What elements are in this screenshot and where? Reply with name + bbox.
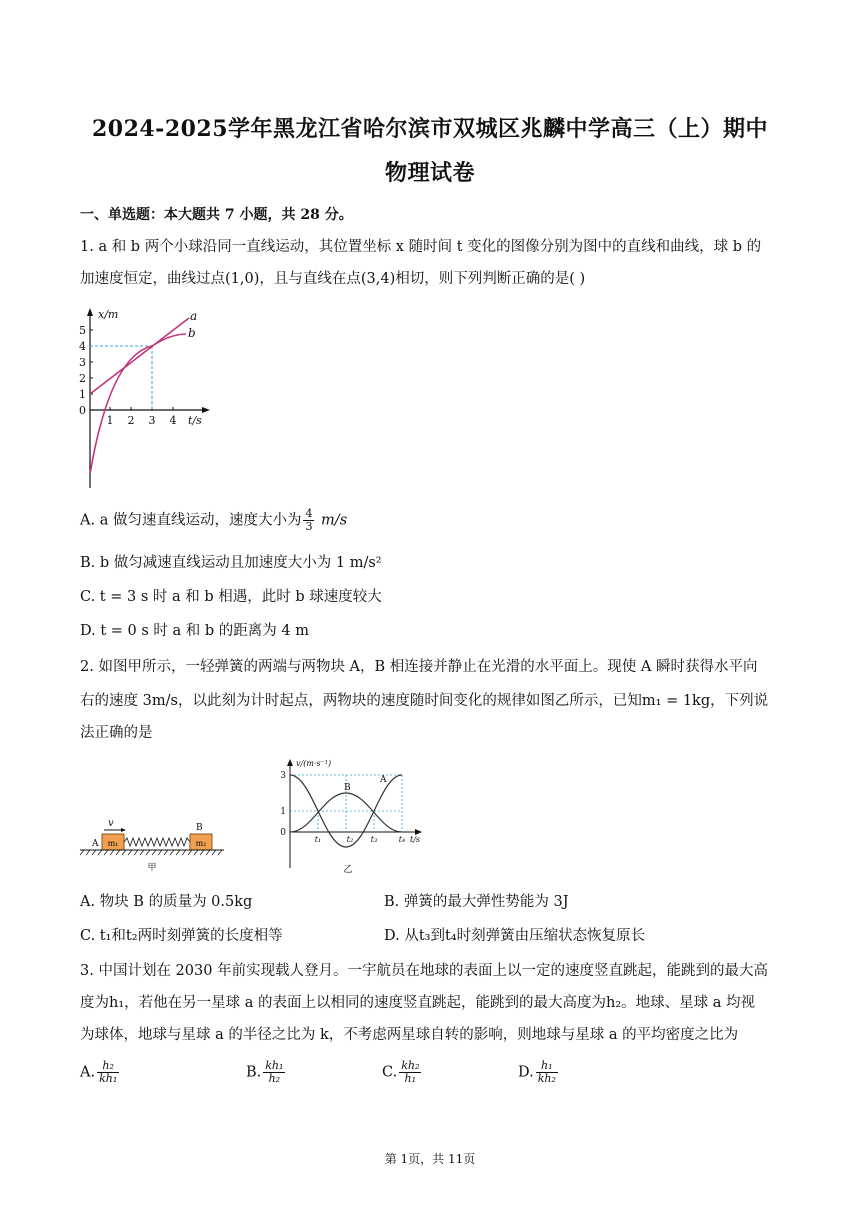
q2-yi-xtick-t2: t₂ — [346, 835, 354, 844]
q1-stem-line1: 1. a 和 b 两个小球沿同一直线运动，其位置坐标 x 随时间 t 变化的图像分别为图中的直线和曲线，球 b 的 — [80, 239, 762, 255]
q1-y-axis-label: x/m — [98, 308, 119, 321]
q3-option-b[interactable] — [246, 1060, 287, 1085]
q2-spring — [124, 838, 190, 846]
q2-block-b-label: B — [196, 823, 203, 833]
q3-stem-line3: 为球体，地球与星球 a 的半径之比为 k，不考虑两星球自转的影响，则地球与星球 a 的平均密度之比为 — [80, 1027, 739, 1043]
q2-option-d[interactable]: D. 从t₃到t₄时刻弹簧由压缩状态恢复原长 — [384, 928, 646, 944]
q1-curve-b — [90, 334, 186, 474]
q2-caption-yi: 乙 — [343, 865, 353, 875]
q2-caption-jia: 甲 — [147, 863, 157, 873]
q1-option-a-text: A. a 做匀速直线运动，速度大小为 — [80, 512, 302, 529]
q3-option-a-numerator: h₂ — [97, 1060, 119, 1073]
q1-xtick-4: 4 — [169, 414, 177, 427]
q2-yi-ytick-1: 1 — [280, 807, 286, 817]
q3-option-d-denominator: kh₂ — [537, 1072, 556, 1085]
q3-option-c-denominator: h₁ — [404, 1072, 417, 1085]
q3-option-d[interactable] — [518, 1060, 560, 1085]
q1-x-axis-label: t/s — [188, 414, 202, 427]
q1-option-a[interactable] — [80, 508, 347, 533]
q1-xtick-3: 3 — [148, 414, 156, 427]
q1-line-a — [90, 318, 189, 394]
q2-yi-xtick-t4: t₄ — [398, 835, 406, 844]
q2-figure-yi — [272, 756, 432, 878]
q3-option-a-denominator: kh₁ — [99, 1072, 118, 1085]
q3-stem-line2: 度为h₁，若他在另一星球 a 的表面上以相同的速度竖直跳起，能跳到的最大高度为h₂。地球、星球 a 均视 — [80, 995, 756, 1011]
q3-option-d-label: D. — [518, 1064, 534, 1081]
exam-title-line1: 2024-2025学年黑龙江省哈尔滨市双城区兆麟中学高三（上）期中 — [91, 116, 769, 142]
q3-stem-line1: 3. 中国计划在 2030 年前实现载人登月。一宇航员在地球的表面上以一定的速度竖直跳起，能跳到的最大高 — [80, 963, 769, 979]
q2-m1-label: m₁ — [107, 839, 119, 848]
q1-label-a: a — [190, 309, 198, 323]
q2-yi-ytick-3: 3 — [280, 771, 286, 781]
q1-ytick-3: 3 — [79, 356, 86, 369]
q2-block-a-label: A — [92, 839, 99, 849]
q2-m2-label: m₂ — [195, 839, 207, 848]
q2-figure-jia — [78, 814, 228, 874]
q3-option-c-fraction — [399, 1060, 421, 1085]
q1-stem-line2: 加速度恒定，曲线过点(1,0)，且与直线在点(3,4)相切，则下列判断正确的是( ) — [80, 271, 586, 287]
q3-option-a-fraction — [97, 1060, 119, 1085]
q2-option-b[interactable]: B. 弹簧的最大弹性势能为 3J — [384, 894, 569, 910]
q1-option-a-denominator: 3 — [305, 520, 313, 533]
q1-ytick-4: 4 — [79, 340, 86, 353]
q2-velocity-label: v — [108, 818, 114, 829]
section-heading: 一、单选题：本大题共 7 小题，共 28 分。 — [80, 207, 353, 223]
q1-xtick-2: 2 — [127, 414, 135, 427]
q1-ytick-1: 1 — [79, 388, 86, 401]
q1-option-a-numerator: 4 — [305, 507, 313, 520]
q2-yi-x-axis-label: t/s — [410, 835, 421, 844]
q3-option-b-denominator: h₂ — [268, 1072, 281, 1085]
q2-yi-y-axis-label: v/(m·s⁻¹) — [296, 759, 332, 768]
q1-xt-graph — [76, 306, 216, 494]
q2-curve-a-label: A — [380, 775, 387, 785]
page-footer: 第 1页，共 11页 — [384, 1152, 476, 1166]
q1-option-d[interactable]: D. t = 0 s 时 a 和 b 的距离为 4 m — [80, 623, 309, 639]
q2-yi-xtick-t3: t₃ — [370, 835, 378, 844]
q3-option-b-label: B. — [246, 1064, 262, 1081]
q1-label-b: b — [188, 326, 196, 340]
q2-option-c[interactable]: C. t₁和t₂两时刻弹簧的长度相等 — [80, 928, 283, 944]
q3-option-d-fraction — [536, 1060, 558, 1085]
q3-option-a-label: A. — [80, 1064, 96, 1081]
q3-option-c[interactable] — [382, 1060, 423, 1085]
q1-ytick-2: 2 — [79, 372, 86, 385]
q3-option-c-label: C. — [382, 1064, 398, 1081]
q2-yi-xtick-t1: t₁ — [314, 835, 322, 844]
q1-xtick-1: 1 — [106, 414, 114, 427]
q2-yi-ytick-0: 0 — [280, 828, 286, 838]
q1-option-a-unit: m/s — [316, 512, 348, 529]
q1-ytick-0: 0 — [79, 404, 86, 417]
q1-ytick-5: 5 — [79, 324, 86, 337]
q3-option-b-fraction — [263, 1060, 285, 1085]
q2-stem-line2: 右的速度 3m/s，以此刻为计时起点，两物块的速度随时间变化的规律如图乙所示，已知m₁ = 1kg，下列说 — [80, 693, 769, 709]
q3-option-a[interactable] — [80, 1060, 121, 1085]
q1-option-b[interactable]: B. b 做匀减速直线运动且加速度大小为 1 m/s² — [80, 555, 382, 571]
exam-title-line2: 物理试卷 — [384, 160, 475, 186]
q2-stem-line1: 2. 如图甲所示，一轻弹簧的两端与两物块 A，B 相连接并静止在光滑的水平面上。现使 A 瞬时获得水平向 — [80, 659, 758, 675]
q3-option-c-numerator: kh₂ — [401, 1059, 420, 1072]
q1-option-a-fraction — [303, 508, 314, 533]
q2-curve-b-label: B — [344, 783, 351, 793]
q3-option-b-numerator: kh₁ — [265, 1059, 284, 1072]
q2-option-a[interactable]: A. 物块 B 的质量为 0.5kg — [80, 894, 253, 910]
q1-option-c[interactable]: C. t = 3 s 时 a 和 b 相遇，此时 b 球速度较大 — [80, 589, 382, 605]
q3-option-d-numerator: h₁ — [536, 1060, 558, 1073]
q2-stem-line3: 法正确的是 — [80, 725, 153, 741]
